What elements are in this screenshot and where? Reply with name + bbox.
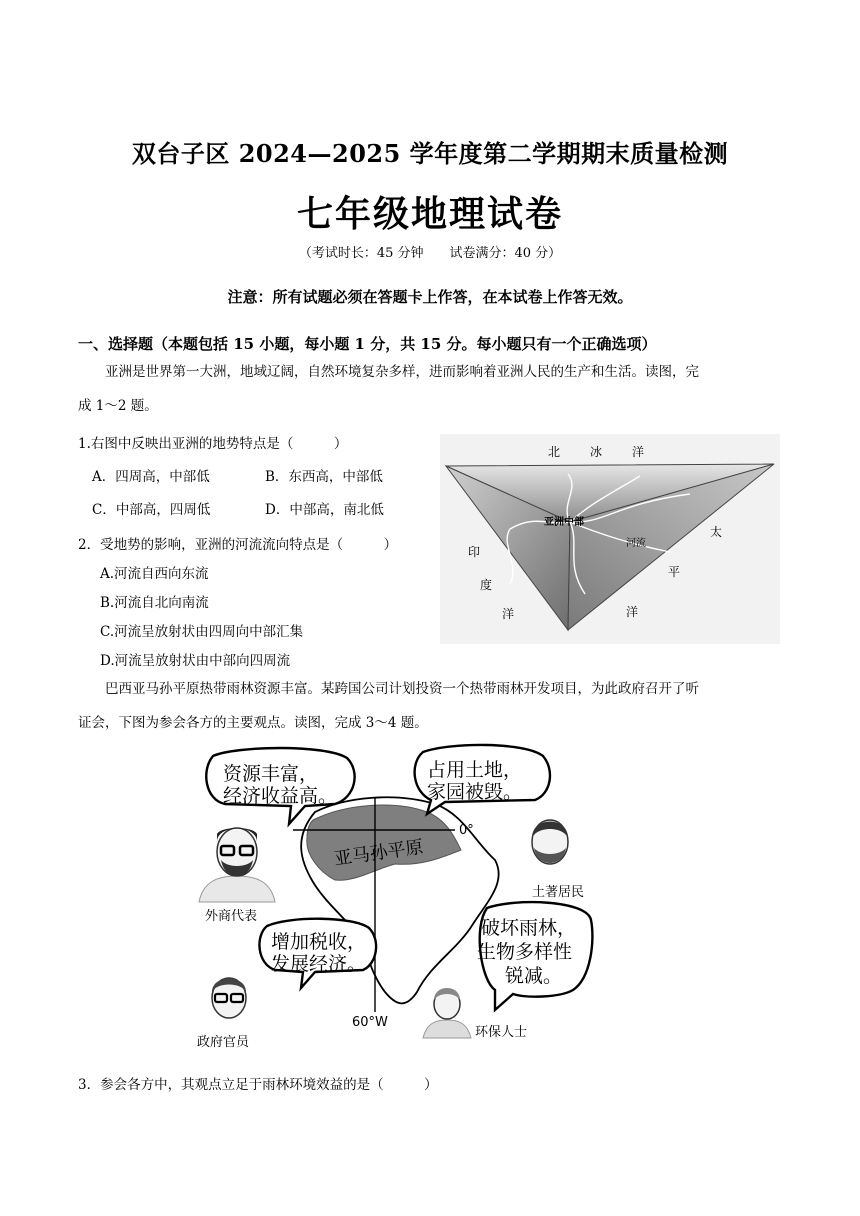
asia-terrain-map	[440, 434, 780, 644]
intro-line: 成 1～2 题。	[78, 398, 158, 414]
amazon-hearing-map	[195, 742, 595, 1052]
exam-title-line1: 双台子区 2024—2025 学年度第二学期期末质量检测	[131, 139, 729, 168]
label-official: 政府官员	[197, 1035, 250, 1050]
bubble-env-line1: 破坏雨林，	[481, 917, 577, 939]
intro-paragraph-asia	[78, 355, 784, 423]
q1-option-a: A．四周高，中部低	[92, 469, 210, 485]
q2-option-d: D.河流呈放射状由中部向四周流	[100, 653, 291, 669]
exam-title-main: 七年级地理试卷	[296, 193, 563, 235]
bubble-official-line2: 发展经济。	[271, 953, 367, 975]
q1-option-c: C．中部高，四周低	[92, 502, 211, 518]
q2-option-c: C.河流呈放射状由四周向中部汇集	[100, 624, 304, 640]
label-north-ocean-2: 冰	[590, 445, 603, 459]
bubble-native-line1: 占用土地，	[427, 759, 523, 781]
label-pacific-ocean-3: 洋	[626, 605, 639, 619]
intro-line: 亚洲是世界第一大洲，地域辽阔，自然环境复杂多样，进而影响着亚洲人民的生产和生活。读图，完	[105, 364, 699, 380]
q2-option-b: B.河流自北向南流	[100, 595, 209, 611]
bubble-merchant-line1: 资源丰富，	[223, 763, 319, 785]
label-pacific-ocean-1: 太	[710, 525, 723, 539]
label-amazon-plain: 亚马孙平原	[332, 836, 425, 870]
label-equator: 0°	[459, 823, 474, 838]
label-indian-ocean-1: 印	[468, 545, 481, 559]
label-native: 土著居民	[532, 885, 585, 900]
label-asia-center: 亚洲中部	[544, 517, 584, 528]
exam-notice: 注意：所有试题必须在答题卡上作答，在本试卷上作答无效。	[227, 288, 633, 306]
section-heading: 一、选择题（本题包括 15 小题，每小题 1 分，共 15 分。每小题只有一个正确选项）	[78, 335, 657, 353]
intro-line: 证会，下图为参会各方的主要观点。读图，完成 3～4 题。	[78, 715, 428, 731]
q1-option-d: D．中部高，南北低	[265, 502, 384, 518]
bubble-env-line3: 锐减。	[505, 965, 563, 987]
official-figure	[212, 978, 246, 1018]
question-3-stem: 3．参会各方中，其观点立足于雨林环境效益的是（ ）	[78, 1077, 438, 1093]
label-north-ocean-1: 北	[548, 445, 561, 459]
intro-line: 巴西亚马孙平原热带雨林资源丰富。某跨国公司计划投资一个热带雨林开发项目，为此政府召开了听	[105, 681, 699, 697]
label-indian-ocean-2: 度	[480, 578, 493, 592]
q2-option-a: A.河流自西向东流	[100, 566, 209, 582]
q1-option-b: B．东西高，中部低	[265, 469, 383, 485]
label-merchant: 外商代表	[205, 909, 258, 924]
bubble-env-line2: 生物多样性	[477, 941, 573, 963]
bubble-official-line1: 增加税收，	[271, 931, 367, 953]
full-score: 试卷满分：40 分）	[449, 246, 562, 261]
exam-meta	[0, 242, 860, 261]
question-1-stem: 1.右图中反映出亚洲的地势特点是（ ）	[78, 436, 348, 452]
bubble-native-line2: 家园被毁。	[427, 781, 523, 803]
label-pacific-ocean-2: 平	[668, 565, 681, 579]
label-river: 河流	[626, 538, 646, 549]
merchant-figure	[199, 828, 275, 902]
label-indian-ocean-3: 洋	[502, 607, 515, 621]
native-figure	[532, 820, 568, 864]
label-meridian: 60°W	[352, 1015, 388, 1030]
env-figure	[423, 988, 471, 1038]
exam-time: （考试时长：45 分钟	[298, 246, 424, 261]
bubble-merchant-line2: 经济收益高。	[223, 785, 338, 807]
label-env: 环保人士	[475, 1025, 528, 1040]
question-2-stem: 2．受地势的影响，亚洲的河流流向特点是（ ）	[78, 537, 398, 553]
intro-paragraph-amazon	[78, 672, 784, 740]
label-north-ocean-3: 洋	[632, 445, 645, 459]
